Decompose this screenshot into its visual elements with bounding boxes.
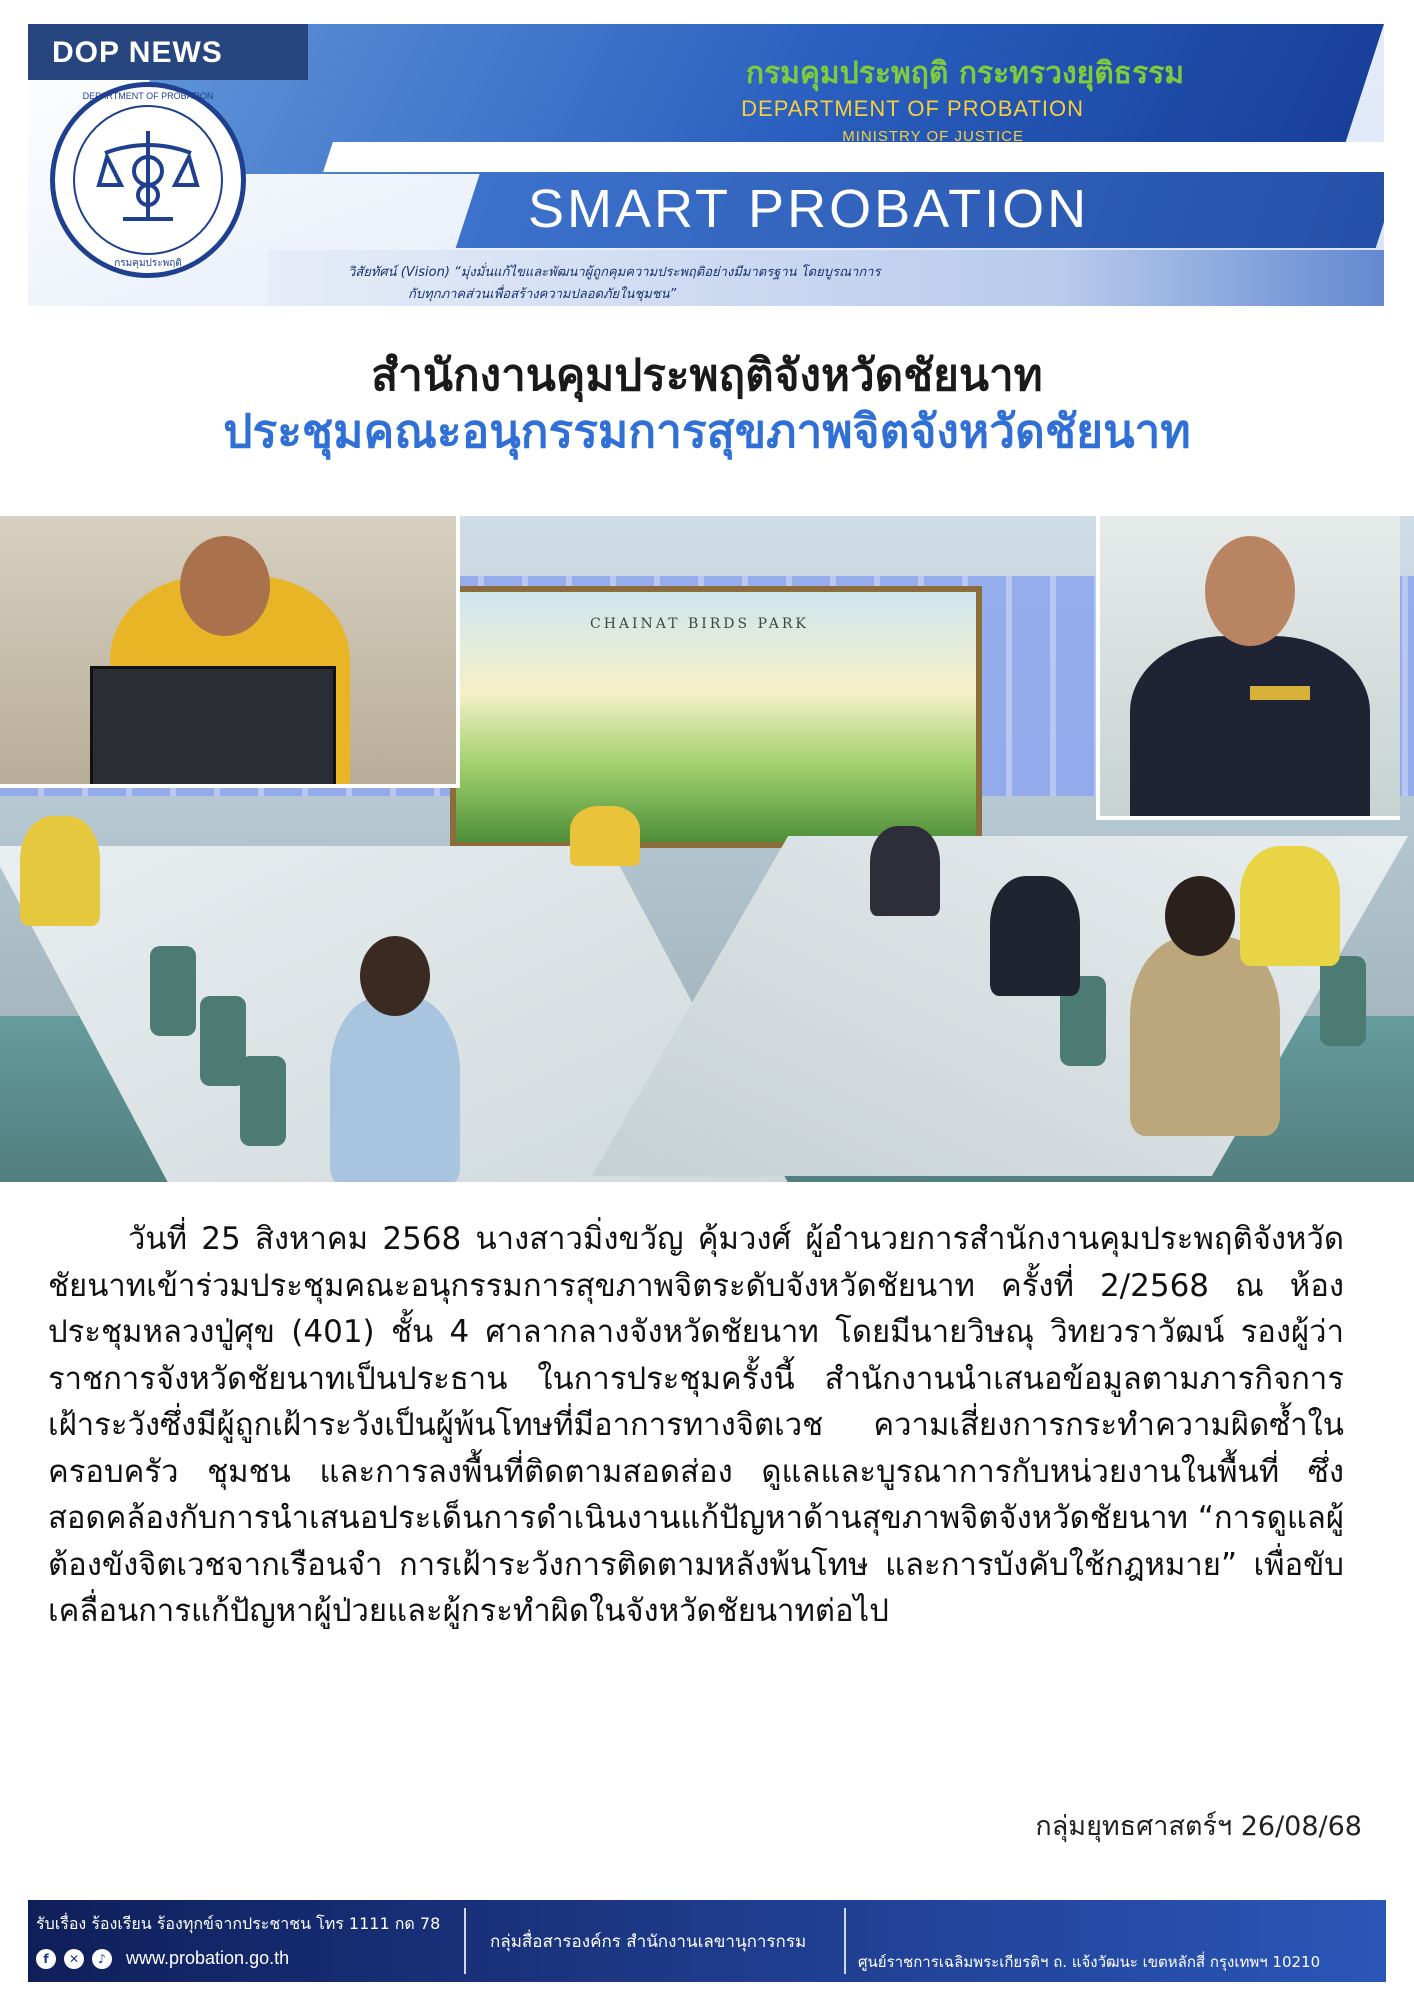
photo-chair [150,946,196,1036]
photo-participant [1130,936,1280,1136]
inset-photo-chairman [0,516,460,788]
photo-participant-head [360,936,430,1016]
photo-participant [330,996,460,1182]
news-tag: DOP NEWS [52,36,223,69]
author-signature: กลุ่มยุทธศาสตร์ฯ 26/08/68 [1035,1811,1362,1842]
footer-address: ศูนย์ราชการเฉลิมพระเกียรติฯ ถ. แจ้งวัฒนะ เขตหลักสี่ กรุงเทพฯ 10210 [858,1953,1321,1971]
photo-participant [990,876,1080,996]
headline-office: สำนักงานคุมประพฤติจังหวัดชัยนาท [371,350,1043,401]
news-tag-background [28,24,308,80]
seal-text-bottom: กรมคุมประพฤติ [114,258,182,269]
news-body-paragraph: วันที่ 25 สิงหาคม 2568 นางสาวมิ่งขวัญ คุ้มวงศ์ ผู้อำนวยการสำนักงานคุมประพฤติจังหวัดชัยนาทเข้าร่วมประชุมคณะอนุกรรมการสุขภาพจิตระดับจังหวัดชัยนาท ครั้งที่ 2/2568 ณ ห้องประชุมหลวงปู่ศุข (401) ชั้น 4 ศาลากลางจังหวัดชัยนาท โดยมีนายวิษณุ วิทยวราวัฒน์ รองผู้ว่าราชการจังหวัดชัยนาทเป็นประธาน ในการประชุมครั้งนี้ สำนักงานนำเสนอข้อมูลตามภารกิจการเฝ้าระวังซึ่งมีผู้ถูกเฝ้าระวังเป็นผู้พ้นโทษที่มีอาการทางจิตเวช ความเสี่ยงการกระทำความผิดซ้ำในครอบครัว ชุมชน และการลงพื้นที่ติดตามสอดส่อง ดูแลและบูรณาการกับหน่วยงานในพื้นที่ ซึ่งสอดคล้องกับการนำเสนอประเด็นการดำเนินงานแก้ปัญหาด้านสุขภาพจิตจังหวัดชัยนาท “การดูแลผู้ต้องขังจิตเวชจากเรือนจำ การเฝ้าระวังการติดตามหลังพ้นโทษ และการบังคับใช้กฎหมาย” เพื่อขับเคลื่อนการแก้ปัญหาผู้ป่วยและผู้กระทำผิดในจังหวัดชัยนาทต่อไป [48,1221,1344,1629]
program-title: SMART PROBATION [528,179,1090,239]
meeting-photo [0,516,1414,1182]
footer-hotline: รับเรื่อง ร้องเรียน ร้องทุกข์จากประชาชน โทร 1111 กด 78 [36,1914,441,1933]
x-icon[interactable]: ✕ [64,1949,84,1969]
medal-ribbon-icon [1250,686,1310,700]
department-thai-name: กรมคุมประพฤติ กระทรวงยุติธรรม [745,56,1184,91]
department-seal-logo [50,82,246,278]
vision-line-1: วิสัยทัศน์ (Vision) “มุ่งมั่นแก้ไขและพัฒนาผู้ถูกคุมความประพฤติอย่างมีมาตรฐาน โดยบูรณาการ [348,265,881,280]
photo-participant [1240,846,1340,966]
photo-participant [20,816,100,926]
department-english-name: DEPARTMENT OF PROBATION [741,96,1084,121]
scales-of-justice-icon [93,123,203,233]
footer-divider [844,1908,846,1974]
footer-website-link[interactable]: www.probation.go.th [126,1948,290,1968]
vision-statement [348,262,1168,306]
photo-chair [1320,956,1366,1046]
inset-photo-director [1096,516,1400,820]
footer-division: กลุ่มสื่อสารองค์กร สำนักงานเลขานุการกรม [490,1932,807,1952]
banner-white-stripe [323,142,1384,172]
tiktok-icon[interactable]: ♪ [92,1949,112,1969]
photo-participant-head [1165,876,1235,956]
page-footer [28,1900,1386,1982]
photo-participant [870,826,940,916]
seal-text-top: DEPARTMENT OF PROBATION [82,91,214,101]
mural-caption: CHAINAT BIRDS PARK [590,616,809,632]
inset-director-uniform [1130,636,1370,820]
photo-chair [240,1056,286,1146]
footer-divider [464,1908,466,1974]
inset-director-head [1205,536,1295,646]
footer-social [36,1948,289,1969]
vision-line-2: กับทุกภาคส่วนเพื่อสร้างความปลอดภัยในชุมชน” [408,287,677,302]
inset-chairman-head [180,536,270,636]
ministry-english-name: MINISTRY OF JUSTICE [842,128,1024,145]
monitor-icon [90,666,336,788]
facebook-icon[interactable]: f [36,1949,56,1969]
headline-meeting: ประชุมคณะอนุกรรมการสุขภาพจิตจังหวัดชัยนาท [223,404,1191,458]
photo-participant-chair [570,806,640,866]
